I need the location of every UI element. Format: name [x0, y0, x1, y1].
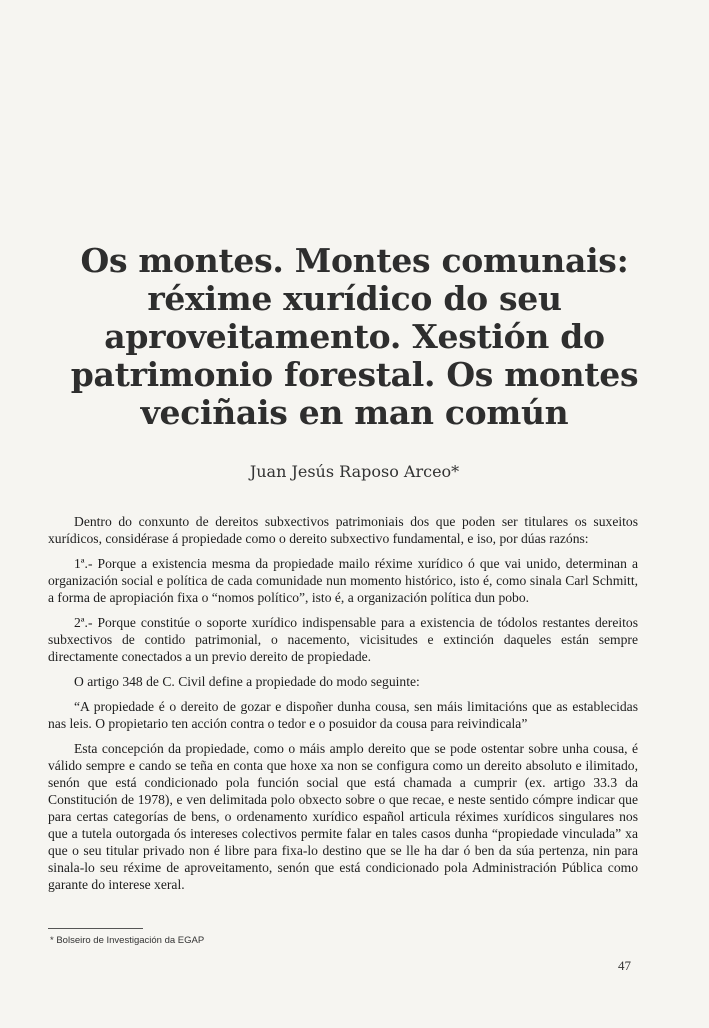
- title-line: veciñais en man común: [140, 393, 569, 432]
- footnote: * Bolseiro de Investigación da EGAP: [50, 935, 205, 946]
- page-number: 47: [618, 958, 631, 973]
- title-line: aproveitamento. Xestión do: [104, 317, 605, 356]
- paragraph: 2ª.- Porque constitúe o soporte xurídico indispensable para a existencia de tódolos restantes dereitos subxectivos de contido patrimonial, o nacemento, vicisitudes e extinción daqueles están sempre directamente conectados a un previo dereito de propiedade.: [48, 615, 638, 664]
- paragraph: Esta concepción da propiedade, como o máis amplo dereito que se pode ostentar sobre unha cousa, é válido sempre e cando se teña en conta que hoxe xa non se configura como un dereito absoluto e ilimitado, senón que está condicionado pola función social que está chamada a cumprir (ex. artigo 33.3 da Constitución de 1978), e ven delimitada polo obxecto sobre o que recae, e neste sentido cómpre indicar que para certas categorías de bens, o ordenamento xurídico español articula réximes xurídicos singulares nos que a tutela outorgada ós intereses colectivos permite falar en tales casos dunha “propiedade vinculada” xa que o seu titular privado non é libre para fixa-lo destino que se lle ha dar ó ben da súa pertenza, nin para sinala-lo seu réxime de aproveitamento, senón que está condicionado pola Administración Pública como garante do interese xeral.: [48, 741, 638, 892]
- paragraph: O artigo 348 de C. Civil define a propiedade do modo seguinte:: [74, 674, 420, 689]
- quote-paragraph: “A propiedade é o dereito de gozar e dispoñer dunha cousa, sen máis limitacións que as establecidas nas leis. O propietario ten acción contra o tedor e o posuidor da cousa para reivindicala”: [48, 699, 638, 731]
- paragraph: Dentro do conxunto de dereitos subxectivos patrimoniais dos que poden ser titulares os suxeitos xurídicos, considérase á propiedade como o dereito subxectivo fundamental, e iso, por dúas razóns:: [48, 514, 638, 546]
- title-line: Os montes. Montes comunais:: [80, 241, 629, 280]
- article-title: [60, 242, 649, 432]
- author-name: Juan Jesús Raposo Arceo*: [249, 462, 460, 481]
- paragraph: 1ª.- Porque a existencia mesma da propiedade mailo réxime xurídico ó que vai unido, determinan a organización social e política de cada comunidade nun momento histórico, isto é, como sinala Carl Schmitt, a forma de apropiación fixa o “nomos político”, isto é, a organización política dun pobo.: [48, 556, 638, 605]
- article-body: [48, 513, 638, 901]
- footnote-divider: [48, 928, 143, 929]
- title-line: patrimonio forestal. Os montes: [70, 355, 639, 394]
- title-line: réxime xurídico do seu: [147, 279, 562, 318]
